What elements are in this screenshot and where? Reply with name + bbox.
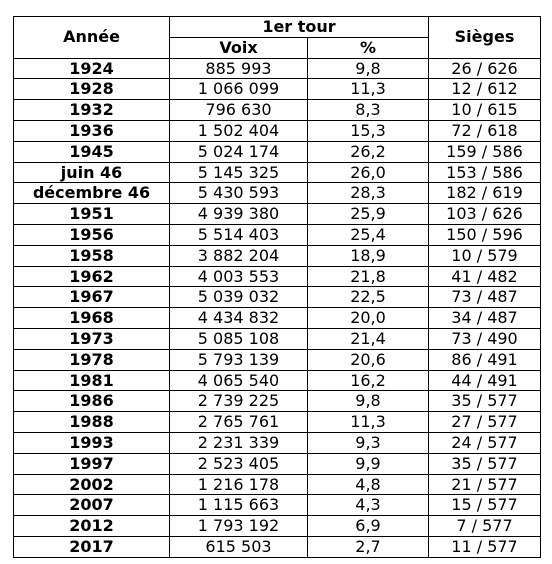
table-row <box>14 370 541 391</box>
header-pourcent: % <box>308 37 429 58</box>
cell-voix: 2 231 339 <box>170 432 308 453</box>
cell-sieges: 27 / 577 <box>429 412 541 433</box>
cell-sieges: 10 / 579 <box>429 245 541 266</box>
cell-sieges: 35 / 577 <box>429 391 541 412</box>
header-annee: Année <box>14 17 170 59</box>
table-row <box>14 536 541 557</box>
table-row <box>14 432 541 453</box>
cell-sieges: 41 / 482 <box>429 266 541 287</box>
cell-annee: 1988 <box>14 412 170 433</box>
cell-voix: 1 502 404 <box>170 120 308 141</box>
cell-annee: 1958 <box>14 245 170 266</box>
cell-pourcent: 26,2 <box>308 141 429 162</box>
table-row <box>14 204 541 225</box>
table-row <box>14 79 541 100</box>
cell-sieges: 10 / 615 <box>429 100 541 121</box>
cell-voix: 4 939 380 <box>170 204 308 225</box>
election-results-table <box>13 16 541 558</box>
cell-pourcent: 21,4 <box>308 328 429 349</box>
table-row <box>14 495 541 516</box>
cell-sieges: 26 / 626 <box>429 58 541 79</box>
cell-sieges: 7 / 577 <box>429 516 541 537</box>
table-row <box>14 141 541 162</box>
cell-pourcent: 25,4 <box>308 224 429 245</box>
cell-pourcent: 9,8 <box>308 58 429 79</box>
table-row <box>14 162 541 183</box>
table-row <box>14 412 541 433</box>
cell-pourcent: 9,9 <box>308 453 429 474</box>
cell-sieges: 15 / 577 <box>429 495 541 516</box>
cell-pourcent: 28,3 <box>308 183 429 204</box>
cell-pourcent: 11,3 <box>308 79 429 100</box>
cell-pourcent: 20,6 <box>308 349 429 370</box>
table-row <box>14 224 541 245</box>
table-header <box>14 17 541 59</box>
cell-pourcent: 4,3 <box>308 495 429 516</box>
cell-annee: 1978 <box>14 349 170 370</box>
cell-pourcent: 9,3 <box>308 432 429 453</box>
cell-sieges: 73 / 490 <box>429 328 541 349</box>
cell-annee: 1986 <box>14 391 170 412</box>
cell-pourcent: 11,3 <box>308 412 429 433</box>
cell-pourcent: 26,0 <box>308 162 429 183</box>
cell-pourcent: 9,8 <box>308 391 429 412</box>
table-row <box>14 391 541 412</box>
table-row <box>14 245 541 266</box>
cell-annee: 2002 <box>14 474 170 495</box>
cell-voix: 4 065 540 <box>170 370 308 391</box>
results-table-container <box>13 16 541 558</box>
cell-voix: 5 430 593 <box>170 183 308 204</box>
header-premier-tour: 1er tour <box>170 17 429 38</box>
cell-voix: 1 793 192 <box>170 516 308 537</box>
cell-voix: 5 024 174 <box>170 141 308 162</box>
header-sieges: Sièges <box>429 17 541 59</box>
cell-annee: 1928 <box>14 79 170 100</box>
table-row <box>14 266 541 287</box>
cell-voix: 3 882 204 <box>170 245 308 266</box>
cell-annee: 2012 <box>14 516 170 537</box>
cell-pourcent: 8,3 <box>308 100 429 121</box>
cell-annee: 1997 <box>14 453 170 474</box>
cell-voix: 1 066 099 <box>170 79 308 100</box>
cell-annee: décembre 46 <box>14 183 170 204</box>
cell-annee: 1973 <box>14 328 170 349</box>
cell-annee: 1967 <box>14 287 170 308</box>
cell-voix: 5 793 139 <box>170 349 308 370</box>
header-voix: Voix <box>170 37 308 58</box>
cell-sieges: 150 / 596 <box>429 224 541 245</box>
cell-pourcent: 20,0 <box>308 308 429 329</box>
table-row <box>14 308 541 329</box>
cell-sieges: 73 / 487 <box>429 287 541 308</box>
cell-pourcent: 25,9 <box>308 204 429 225</box>
table-row <box>14 328 541 349</box>
cell-annee: 1962 <box>14 266 170 287</box>
table-body <box>14 58 541 557</box>
cell-annee: juin 46 <box>14 162 170 183</box>
cell-sieges: 153 / 586 <box>429 162 541 183</box>
cell-voix: 2 523 405 <box>170 453 308 474</box>
table-row <box>14 349 541 370</box>
cell-annee: 1993 <box>14 432 170 453</box>
cell-annee: 1936 <box>14 120 170 141</box>
cell-sieges: 21 / 577 <box>429 474 541 495</box>
table-row <box>14 120 541 141</box>
cell-annee: 1924 <box>14 58 170 79</box>
cell-voix: 5 514 403 <box>170 224 308 245</box>
cell-voix: 4 003 553 <box>170 266 308 287</box>
table-row <box>14 287 541 308</box>
cell-sieges: 72 / 618 <box>429 120 541 141</box>
cell-annee: 2007 <box>14 495 170 516</box>
cell-sieges: 24 / 577 <box>429 432 541 453</box>
table-row <box>14 100 541 121</box>
cell-annee: 2017 <box>14 536 170 557</box>
cell-pourcent: 18,9 <box>308 245 429 266</box>
cell-annee: 1951 <box>14 204 170 225</box>
cell-sieges: 159 / 586 <box>429 141 541 162</box>
cell-voix: 2 739 225 <box>170 391 308 412</box>
cell-voix: 796 630 <box>170 100 308 121</box>
cell-annee: 1968 <box>14 308 170 329</box>
cell-annee: 1956 <box>14 224 170 245</box>
table-row <box>14 474 541 495</box>
cell-sieges: 12 / 612 <box>429 79 541 100</box>
cell-voix: 885 993 <box>170 58 308 79</box>
cell-voix: 5 085 108 <box>170 328 308 349</box>
cell-annee: 1932 <box>14 100 170 121</box>
table-row <box>14 453 541 474</box>
cell-sieges: 11 / 577 <box>429 536 541 557</box>
cell-voix: 5 145 325 <box>170 162 308 183</box>
cell-sieges: 86 / 491 <box>429 349 541 370</box>
cell-pourcent: 4,8 <box>308 474 429 495</box>
cell-pourcent: 21,8 <box>308 266 429 287</box>
cell-annee: 1981 <box>14 370 170 391</box>
cell-pourcent: 6,9 <box>308 516 429 537</box>
header-row-top <box>14 17 541 38</box>
table-row <box>14 183 541 204</box>
cell-pourcent: 2,7 <box>308 536 429 557</box>
cell-sieges: 103 / 626 <box>429 204 541 225</box>
cell-voix: 1 216 178 <box>170 474 308 495</box>
cell-voix: 2 765 761 <box>170 412 308 433</box>
table-row <box>14 58 541 79</box>
cell-voix: 5 039 032 <box>170 287 308 308</box>
cell-voix: 4 434 832 <box>170 308 308 329</box>
cell-pourcent: 16,2 <box>308 370 429 391</box>
cell-pourcent: 22,5 <box>308 287 429 308</box>
cell-sieges: 35 / 577 <box>429 453 541 474</box>
cell-voix: 615 503 <box>170 536 308 557</box>
cell-sieges: 44 / 491 <box>429 370 541 391</box>
cell-annee: 1945 <box>14 141 170 162</box>
cell-voix: 1 115 663 <box>170 495 308 516</box>
table-row <box>14 516 541 537</box>
cell-sieges: 182 / 619 <box>429 183 541 204</box>
cell-sieges: 34 / 487 <box>429 308 541 329</box>
cell-pourcent: 15,3 <box>308 120 429 141</box>
